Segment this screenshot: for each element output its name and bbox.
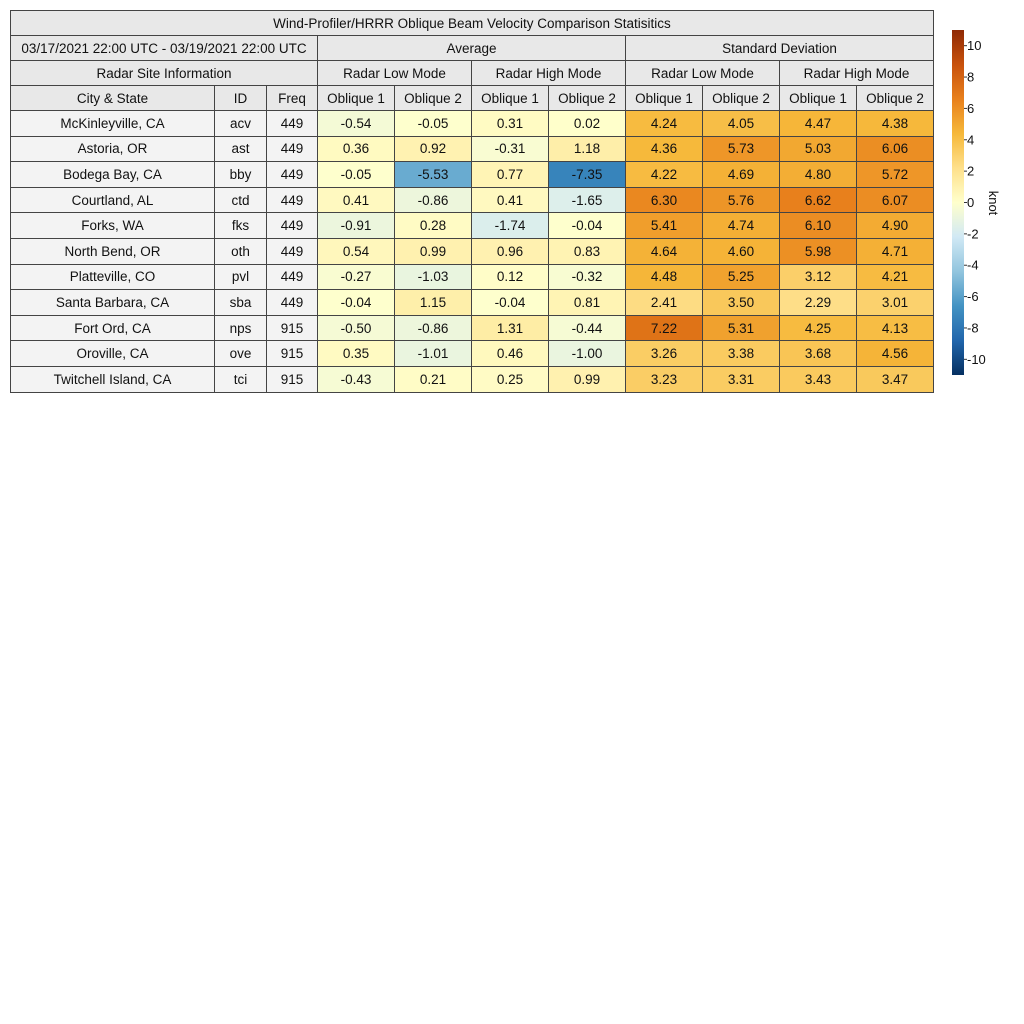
heatmap-cell: 3.47 bbox=[857, 366, 934, 392]
heatmap-cell: -5.53 bbox=[395, 162, 472, 188]
std-high-mode-header: Radar High Mode bbox=[780, 61, 934, 86]
heatmap-cell: 4.22 bbox=[626, 162, 703, 188]
heatmap-cell: 0.92 bbox=[395, 136, 472, 162]
site-city: Astoria, OR bbox=[11, 136, 215, 162]
heatmap-cell: 0.35 bbox=[318, 341, 395, 367]
heatmap-cell: 0.31 bbox=[472, 111, 549, 137]
heatmap-cell: 0.28 bbox=[395, 213, 472, 239]
colorbar-tick-label: 10 bbox=[967, 38, 982, 54]
heatmap-cell: -1.65 bbox=[549, 187, 626, 213]
site-freq: 449 bbox=[267, 213, 318, 239]
site-id: ove bbox=[215, 341, 267, 367]
avg-low-mode-header: Radar Low Mode bbox=[318, 61, 472, 86]
comparison-table bbox=[10, 10, 934, 393]
heatmap-cell: 4.47 bbox=[780, 111, 857, 137]
table-row bbox=[11, 315, 934, 341]
site-id: pvl bbox=[215, 264, 267, 290]
heatmap-cell: 4.56 bbox=[857, 341, 934, 367]
site-freq: 449 bbox=[267, 290, 318, 316]
heatmap-cell: 3.26 bbox=[626, 341, 703, 367]
heatmap-cell: -1.03 bbox=[395, 264, 472, 290]
col-avg-high-ob2-header: Oblique 2 bbox=[549, 86, 626, 111]
table-row bbox=[11, 136, 934, 162]
heatmap-cell: 0.83 bbox=[549, 238, 626, 264]
table-row bbox=[11, 341, 934, 367]
site-freq: 915 bbox=[267, 341, 318, 367]
heatmap-cell: -0.50 bbox=[318, 315, 395, 341]
table-row bbox=[11, 366, 934, 392]
site-id: bby bbox=[215, 162, 267, 188]
heatmap-cell: 3.38 bbox=[703, 341, 780, 367]
colorbar-tick-label: 0 bbox=[967, 195, 975, 210]
heatmap-cell: 4.60 bbox=[703, 238, 780, 264]
heatmap-cell: 3.43 bbox=[780, 366, 857, 392]
heatmap-cell: 5.98 bbox=[780, 238, 857, 264]
heatmap-cell: 4.25 bbox=[780, 315, 857, 341]
col-avg-low-ob2-header: Oblique 2 bbox=[395, 86, 472, 111]
site-id: nps bbox=[215, 315, 267, 341]
heatmap-cell: 1.18 bbox=[549, 136, 626, 162]
table-row bbox=[11, 162, 934, 188]
heatmap-cell: -0.91 bbox=[318, 213, 395, 239]
heatmap-cell: 4.21 bbox=[857, 264, 934, 290]
site-city: McKinleyville, CA bbox=[11, 111, 215, 137]
heatmap-cell: -0.32 bbox=[549, 264, 626, 290]
col-std-low-ob2-header: Oblique 2 bbox=[703, 86, 780, 111]
heatmap-cell: -1.01 bbox=[395, 341, 472, 367]
heatmap-cell: 2.29 bbox=[780, 290, 857, 316]
heatmap-cell: -0.86 bbox=[395, 315, 472, 341]
heatmap-cell: -0.44 bbox=[549, 315, 626, 341]
heatmap-cell: 4.38 bbox=[857, 111, 934, 137]
heatmap-cell: 0.77 bbox=[472, 162, 549, 188]
colorbar-tick-label: -6 bbox=[967, 289, 979, 305]
table-row bbox=[11, 290, 934, 316]
site-freq: 449 bbox=[267, 111, 318, 137]
table-title: Wind-Profiler/HRRR Oblique Beam Velocity Comparison Statisitics bbox=[11, 11, 934, 36]
heatmap-cell: -0.04 bbox=[318, 290, 395, 316]
heatmap-cell: 4.71 bbox=[857, 238, 934, 264]
heatmap-cell: 4.64 bbox=[626, 238, 703, 264]
heatmap-cell: 0.41 bbox=[472, 187, 549, 213]
col-id-header: ID bbox=[215, 86, 267, 111]
site-freq: 449 bbox=[267, 264, 318, 290]
heatmap-cell: 7.22 bbox=[626, 315, 703, 341]
heatmap-cell: 6.30 bbox=[626, 187, 703, 213]
heatmap-cell: 5.72 bbox=[857, 162, 934, 188]
heatmap-cell: -7.35 bbox=[549, 162, 626, 188]
colorbar bbox=[952, 30, 1024, 380]
heatmap-cell: 4.74 bbox=[703, 213, 780, 239]
heatmap-cell: 0.99 bbox=[395, 238, 472, 264]
site-freq: 915 bbox=[267, 315, 318, 341]
col-city-header: City & State bbox=[11, 86, 215, 111]
heatmap-cell: 5.31 bbox=[703, 315, 780, 341]
table-row bbox=[11, 111, 934, 137]
heatmap-cell: -0.86 bbox=[395, 187, 472, 213]
colorbar-tick-label: 2 bbox=[967, 163, 975, 179]
heatmap-cell: 0.46 bbox=[472, 341, 549, 367]
col-std-high-ob2-header: Oblique 2 bbox=[857, 86, 934, 111]
site-id: fks bbox=[215, 213, 267, 239]
heatmap-cell: 0.81 bbox=[549, 290, 626, 316]
colorbar-tick-label: -10 bbox=[967, 351, 986, 367]
site-info-header: Radar Site Information bbox=[11, 61, 318, 86]
site-id: tci bbox=[215, 366, 267, 392]
heatmap-cell: 5.76 bbox=[703, 187, 780, 213]
site-id: ctd bbox=[215, 187, 267, 213]
colorbar-tick-label: -8 bbox=[967, 320, 979, 336]
heatmap-cell: -0.31 bbox=[472, 136, 549, 162]
date-range: 03/17/2021 22:00 UTC - 03/19/2021 22:00 UTC bbox=[11, 36, 318, 61]
colorbar-tick-label: -4 bbox=[967, 257, 979, 273]
site-city: Forks, WA bbox=[11, 213, 215, 239]
heatmap-cell: -0.04 bbox=[549, 213, 626, 239]
col-std-low-ob1-header: Oblique 1 bbox=[626, 86, 703, 111]
colorbar-label: knot bbox=[986, 190, 1001, 216]
site-id: oth bbox=[215, 238, 267, 264]
heatmap-cell: 3.23 bbox=[626, 366, 703, 392]
site-city: Bodega Bay, CA bbox=[11, 162, 215, 188]
heatmap-cell: 4.24 bbox=[626, 111, 703, 137]
site-city: Courtland, AL bbox=[11, 187, 215, 213]
heatmap-cell: 4.05 bbox=[703, 111, 780, 137]
col-freq-header: Freq bbox=[267, 86, 318, 111]
heatmap-cell: 6.10 bbox=[780, 213, 857, 239]
table-row bbox=[11, 264, 934, 290]
heatmap-cell: 0.36 bbox=[318, 136, 395, 162]
heatmap-cell: 3.31 bbox=[703, 366, 780, 392]
heatmap-cell: -0.27 bbox=[318, 264, 395, 290]
heatmap-cell: -1.00 bbox=[549, 341, 626, 367]
heatmap-cell: 4.80 bbox=[780, 162, 857, 188]
site-freq: 449 bbox=[267, 136, 318, 162]
col-avg-high-ob1-header: Oblique 1 bbox=[472, 86, 549, 111]
heatmap-cell: 4.48 bbox=[626, 264, 703, 290]
heatmap-cell: 0.02 bbox=[549, 111, 626, 137]
colorbar-tick-label: 6 bbox=[967, 100, 975, 116]
heatmap-cell: 6.06 bbox=[857, 136, 934, 162]
heatmap-cell: 4.36 bbox=[626, 136, 703, 162]
colorbar-tick-label: 4 bbox=[967, 132, 975, 148]
heatmap-cell: -0.54 bbox=[318, 111, 395, 137]
site-freq: 915 bbox=[267, 366, 318, 392]
heatmap-cell: 3.01 bbox=[857, 290, 934, 316]
heatmap-cell: 0.54 bbox=[318, 238, 395, 264]
heatmap-cell: 0.99 bbox=[549, 366, 626, 392]
col-avg-low-ob1-header: Oblique 1 bbox=[318, 86, 395, 111]
heatmap-cell: 5.25 bbox=[703, 264, 780, 290]
heatmap-cell: 3.68 bbox=[780, 341, 857, 367]
heatmap-cell: 5.03 bbox=[780, 136, 857, 162]
heatmap-cell: -0.04 bbox=[472, 290, 549, 316]
site-freq: 449 bbox=[267, 162, 318, 188]
site-city: North Bend, OR bbox=[11, 238, 215, 264]
average-header: Average bbox=[318, 36, 626, 61]
heatmap-cell: 2.41 bbox=[626, 290, 703, 316]
site-id: acv bbox=[215, 111, 267, 137]
heatmap-cell: -1.74 bbox=[472, 213, 549, 239]
site-freq: 449 bbox=[267, 187, 318, 213]
heatmap-cell: 6.62 bbox=[780, 187, 857, 213]
site-city: Platteville, CO bbox=[11, 264, 215, 290]
heatmap-cell: 0.25 bbox=[472, 366, 549, 392]
table-row bbox=[11, 187, 934, 213]
heatmap-cell: 0.41 bbox=[318, 187, 395, 213]
heatmap-cell: -0.05 bbox=[395, 111, 472, 137]
table-row bbox=[11, 238, 934, 264]
site-city: Oroville, CA bbox=[11, 341, 215, 367]
heatmap-cell: 0.96 bbox=[472, 238, 549, 264]
heatmap-cell: 6.07 bbox=[857, 187, 934, 213]
site-id: ast bbox=[215, 136, 267, 162]
heatmap-cell: 4.69 bbox=[703, 162, 780, 188]
site-city: Twitchell Island, CA bbox=[11, 366, 215, 392]
avg-high-mode-header: Radar High Mode bbox=[472, 61, 626, 86]
site-city: Fort Ord, CA bbox=[11, 315, 215, 341]
col-std-high-ob1-header: Oblique 1 bbox=[780, 86, 857, 111]
heatmap-cell: 4.13 bbox=[857, 315, 934, 341]
heatmap-cell: 4.90 bbox=[857, 213, 934, 239]
heatmap-cell: 3.50 bbox=[703, 290, 780, 316]
heatmap-cell: 5.41 bbox=[626, 213, 703, 239]
colorbar-tick-label: 8 bbox=[967, 69, 975, 85]
heatmap-cell: -0.43 bbox=[318, 366, 395, 392]
heatmap-cell: 0.21 bbox=[395, 366, 472, 392]
colorbar-tick-label: -2 bbox=[967, 226, 979, 242]
heatmap-cell: -0.05 bbox=[318, 162, 395, 188]
heatmap-cell: 0.12 bbox=[472, 264, 549, 290]
site-freq: 449 bbox=[267, 238, 318, 264]
std-low-mode-header: Radar Low Mode bbox=[626, 61, 780, 86]
colorbar-gradient bbox=[952, 30, 964, 375]
heatmap-cell: 1.31 bbox=[472, 315, 549, 341]
table-row bbox=[11, 213, 934, 239]
heatmap-cell: 1.15 bbox=[395, 290, 472, 316]
site-city: Santa Barbara, CA bbox=[11, 290, 215, 316]
heatmap-cell: 5.73 bbox=[703, 136, 780, 162]
std-dev-header: Standard Deviation bbox=[626, 36, 934, 61]
site-id: sba bbox=[215, 290, 267, 316]
heatmap-cell: 3.12 bbox=[780, 264, 857, 290]
